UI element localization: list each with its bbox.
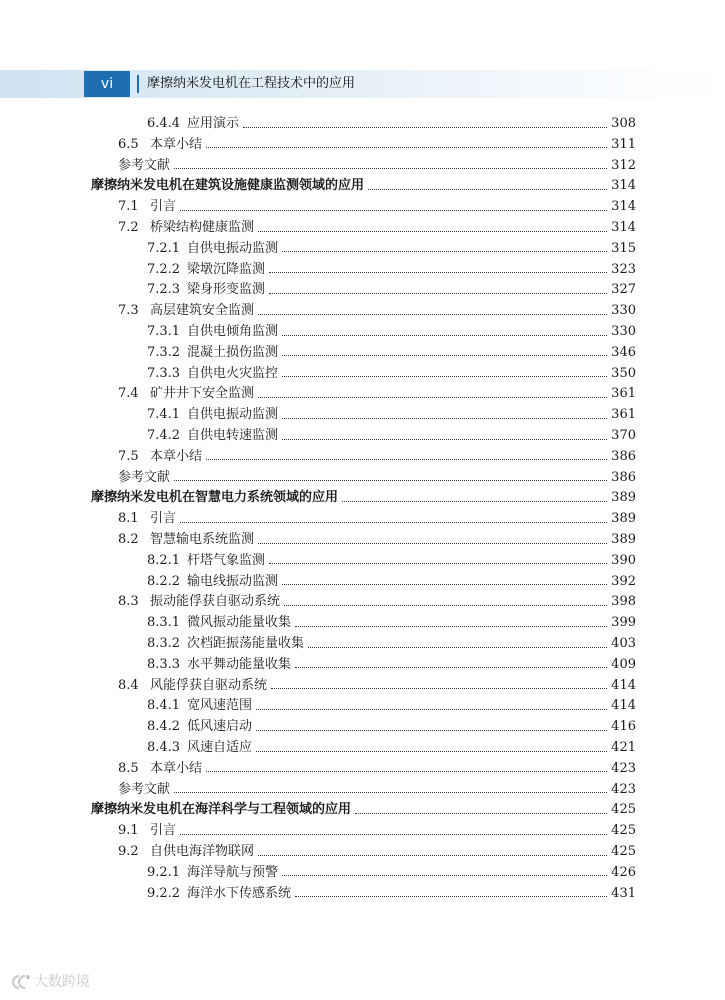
toc-page-number: 311 (611, 136, 636, 152)
toc-page-number: 416 (611, 719, 636, 735)
toc-page-number: 426 (611, 864, 636, 880)
toc-page-number: 389 (611, 511, 636, 527)
toc-entry-row (118, 197, 636, 217)
toc-dot-leader (271, 688, 607, 689)
toc-entry-title: 自供电倾角监测 (187, 324, 279, 339)
toc-entry-number: 8.4.1 (147, 698, 181, 714)
toc-page-number: 350 (611, 365, 636, 381)
toc-dot-leader (256, 709, 607, 710)
toc-page-number: 390 (611, 552, 636, 568)
toc-entry-row (147, 364, 636, 384)
toc-dot-leader (282, 584, 607, 585)
toc-entry-title: 智慧输电系统监测 (150, 532, 255, 547)
toc-dot-leader (258, 855, 607, 856)
toc-dot-leader (269, 563, 607, 564)
toc-page-number: 425 (611, 823, 636, 839)
toc-entry-row (118, 759, 636, 779)
toc-entry-number: 8.1 (118, 511, 139, 527)
toc-entry-row (147, 696, 636, 716)
header-divider (137, 75, 139, 93)
toc-entry-row (147, 717, 636, 737)
toc-entry-title: 风能俘获自驱动系统 (150, 677, 268, 693)
toc-entry-row (147, 655, 636, 675)
toc-page-number: 330 (611, 324, 636, 339)
toc-page-number: 425 (611, 844, 636, 859)
toc-dot-leader (258, 543, 607, 544)
toc-chapter-row (91, 800, 636, 820)
toc-page-number: 389 (611, 490, 636, 506)
toc-dot-leader (282, 335, 607, 336)
toc-entry-number: 8.2 (118, 532, 139, 547)
toc-entry-number: 7.4.2 (147, 428, 181, 443)
toc-entry-row (118, 468, 636, 488)
toc-dot-leader (269, 272, 607, 273)
toc-entry-title: 引言 (150, 199, 177, 215)
toc-entry-row (147, 239, 636, 259)
toc-dot-leader (342, 501, 607, 502)
toc-dot-leader (282, 418, 607, 419)
toc-entry-title: 低风速启动 (187, 719, 253, 735)
toc-entry-title: 自供电火灾监控 (187, 365, 279, 381)
toc-dot-leader (180, 210, 607, 211)
watermark-logo-icon (10, 973, 32, 991)
toc-entry-title: 桥梁结构健康监测 (150, 220, 255, 235)
toc-entry-title: 振动能俘获自驱动系统 (150, 594, 281, 610)
toc-entry-title: 摩擦纳米发电机在海洋科学与工程领域的应用 (91, 802, 352, 818)
toc-entry-row (147, 322, 636, 342)
toc-entry-title: 混凝土损伤监测 (187, 344, 279, 360)
toc-page-number: 370 (611, 428, 636, 443)
toc-entry-number: 8.5 (118, 760, 139, 776)
toc-entry-row (147, 613, 636, 633)
toc-entry-row (147, 405, 636, 425)
toc-entry-title: 梁身形变监测 (187, 282, 266, 298)
toc-page-number: 421 (611, 740, 636, 755)
toc-entry-number: 8.4 (118, 677, 139, 693)
toc-dot-leader (258, 397, 607, 398)
toc-entry-number: 7.3.3 (147, 365, 181, 381)
toc-entry-title: 次档距振荡能量收集 (187, 636, 305, 651)
toc-dot-leader (368, 189, 607, 190)
toc-entry-number: 6.4.4 (147, 116, 181, 131)
toc-page-number: 315 (611, 240, 636, 256)
toc-entry-title: 参考文献 (118, 781, 171, 797)
toc-entry-row (118, 530, 636, 550)
toc-entry-number: 8.3.3 (147, 656, 181, 672)
toc-entry-number: 9.2.2 (147, 885, 181, 901)
toc-entry-row (118, 447, 636, 467)
toc-page-number: 314 (611, 178, 636, 194)
toc-page-number: 414 (611, 677, 636, 693)
toc-dot-leader (284, 605, 607, 606)
toc-entry-row (147, 280, 636, 300)
toc-page-number: 398 (611, 594, 636, 610)
toc-dot-leader (174, 792, 607, 793)
toc-page-number: 425 (611, 802, 636, 818)
toc-dot-leader (174, 168, 607, 169)
toc-entry-title: 引言 (150, 823, 177, 839)
toc-entry-title: 引言 (150, 511, 177, 527)
toc-entry-row (118, 821, 636, 841)
toc-entry-title: 参考文献 (118, 157, 171, 173)
toc-entry-row (147, 738, 636, 758)
toc-entry-row (147, 343, 636, 363)
watermark (10, 972, 90, 992)
toc-entry-row (147, 884, 636, 904)
toc-dot-leader (282, 355, 607, 356)
toc-entry-number: 7.2.2 (147, 261, 181, 277)
toc-entry-row (147, 572, 636, 592)
toc-entry-row (147, 634, 636, 654)
toc-dot-leader (282, 875, 607, 876)
toc-page-number: 312 (611, 157, 636, 173)
toc-entry-number: 8.3.1 (147, 615, 181, 631)
toc-page-number: 423 (611, 781, 636, 797)
toc-entry-title: 本章小结 (150, 136, 203, 152)
running-book-title: 摩擦纳米发电机在工程技术中的应用 (147, 76, 356, 91)
toc-page-number: 361 (611, 407, 636, 423)
toc-dot-leader (295, 626, 607, 627)
toc-entry-row (118, 780, 636, 800)
toc-entry-title: 微风振动能量收集 (187, 615, 292, 631)
toc-page-number: 392 (611, 573, 636, 589)
toc-entry-number: 9.2.1 (147, 864, 181, 880)
toc-dot-leader (282, 376, 607, 377)
toc-page-number: 323 (611, 261, 636, 277)
toc-entry-row (147, 426, 636, 446)
toc-entry-title: 宽风速范围 (187, 698, 253, 714)
toc-entry-row (118, 592, 636, 612)
toc-dot-leader (174, 480, 607, 481)
toc-dot-leader (256, 730, 607, 731)
toc-chapter-row (91, 488, 636, 508)
toc-entry-title: 风速自适应 (187, 740, 253, 755)
toc-entry-title: 水平舞动能量收集 (187, 656, 292, 672)
toc-entry-number: 7.1 (118, 199, 139, 215)
toc-entry-number: 7.3.1 (147, 324, 181, 339)
toc-entry-title: 参考文献 (118, 469, 171, 485)
toc-entry-title: 梁墩沉降监测 (187, 261, 266, 277)
toc-entry-number: 7.3 (118, 303, 139, 319)
toc-page-number: 403 (611, 636, 636, 651)
toc-page-number: 399 (611, 615, 636, 631)
page-number: vi (84, 71, 130, 97)
toc-dot-leader (355, 813, 607, 814)
toc-entry-title: 本章小结 (150, 760, 203, 776)
toc-dot-leader (206, 771, 607, 772)
toc-dot-leader (180, 834, 607, 835)
toc-entry-title: 海洋导航与预警 (187, 864, 279, 880)
toc-entry-row (118, 218, 636, 238)
toc-dot-leader (206, 147, 607, 148)
toc-entry-title: 自供电海洋物联网 (150, 844, 255, 859)
toc-page-number: 386 (611, 469, 636, 485)
toc-entry-title: 应用演示 (187, 116, 240, 131)
toc-chapter-row (91, 176, 636, 196)
toc-page-number: 389 (611, 532, 636, 547)
toc-page-number: 314 (611, 220, 636, 235)
toc-entry-number: 8.2.1 (147, 552, 181, 568)
toc-dot-leader (282, 439, 607, 440)
toc-page-number: 361 (611, 386, 636, 402)
toc-dot-leader (295, 667, 607, 668)
toc-dot-leader (206, 459, 607, 460)
toc-entry-row (118, 842, 636, 862)
toc-page-number: 409 (611, 656, 636, 672)
toc-entry-title: 自供电振动监测 (187, 240, 279, 256)
toc-entry-title: 摩擦纳米发电机在智慧电力系统领域的应用 (91, 490, 339, 506)
toc-entry-title: 高层建筑安全监测 (150, 303, 255, 319)
toc-page-number: 327 (611, 282, 636, 298)
toc-entry-number: 7.5 (118, 448, 139, 464)
toc-page-number: 386 (611, 448, 636, 464)
toc-entry-number: 8.4.3 (147, 740, 181, 755)
toc-dot-leader (258, 231, 607, 232)
toc-entry-number: 8.3 (118, 594, 139, 610)
toc-entry-row (147, 863, 636, 883)
toc-entry-number: 7.3.2 (147, 344, 181, 360)
toc-entry-number: 7.2 (118, 220, 139, 235)
toc-entry-title: 摩擦纳米发电机在建筑设施健康监测领域的应用 (91, 178, 365, 194)
toc-page-number: 308 (611, 116, 636, 131)
toc-page-number: 314 (611, 199, 636, 215)
toc-entry-title: 输电线振动监测 (187, 573, 279, 589)
toc-entry-number: 9.1 (118, 823, 139, 839)
toc-entry-number: 7.2.3 (147, 282, 181, 298)
toc-entry-number: 7.2.1 (147, 240, 181, 256)
toc-entry-number: 9.2 (118, 844, 139, 859)
toc-entry-number: 8.4.2 (147, 719, 181, 735)
toc-entry-title: 自供电振动监测 (187, 407, 279, 423)
toc-dot-leader (243, 127, 607, 128)
toc-entry-number: 8.2.2 (147, 573, 181, 589)
toc-entry-row (118, 509, 636, 529)
toc-entry-row (147, 551, 636, 571)
toc-entry-number: 7.4.1 (147, 407, 181, 423)
toc-page-number: 330 (611, 303, 636, 319)
toc-entry-number: 7.4 (118, 386, 139, 402)
toc-entry-row (118, 676, 636, 696)
toc-page-number: 414 (611, 698, 636, 714)
toc-dot-leader (269, 293, 607, 294)
toc-dot-leader (256, 751, 607, 752)
toc-dot-leader (295, 896, 607, 897)
toc-page-number: 346 (611, 344, 636, 360)
watermark-text: 大数跨境 (34, 974, 90, 990)
toc-entry-row (118, 156, 636, 176)
toc-entry-row (118, 135, 636, 155)
toc-dot-leader (180, 522, 607, 523)
toc-entry-title: 自供电转速监测 (187, 428, 279, 443)
toc-page-number: 431 (611, 885, 636, 901)
toc-entry-title: 矿井井下安全监测 (150, 386, 255, 402)
toc-page-number: 423 (611, 760, 636, 776)
toc-entry-number: 8.3.2 (147, 636, 181, 651)
toc-dot-leader (258, 314, 607, 315)
toc-entry-number: 6.5 (118, 136, 139, 152)
toc-entry-row (118, 301, 636, 321)
toc-dot-leader (308, 647, 607, 648)
toc-entry-row (118, 384, 636, 404)
toc-entry-row (147, 260, 636, 280)
toc-entry-row (147, 114, 636, 134)
toc-dot-leader (282, 251, 607, 252)
toc-entry-title: 本章小结 (150, 448, 203, 464)
toc-entry-title: 杆塔气象监测 (187, 552, 266, 568)
toc-entry-title: 海洋水下传感系统 (187, 885, 292, 901)
